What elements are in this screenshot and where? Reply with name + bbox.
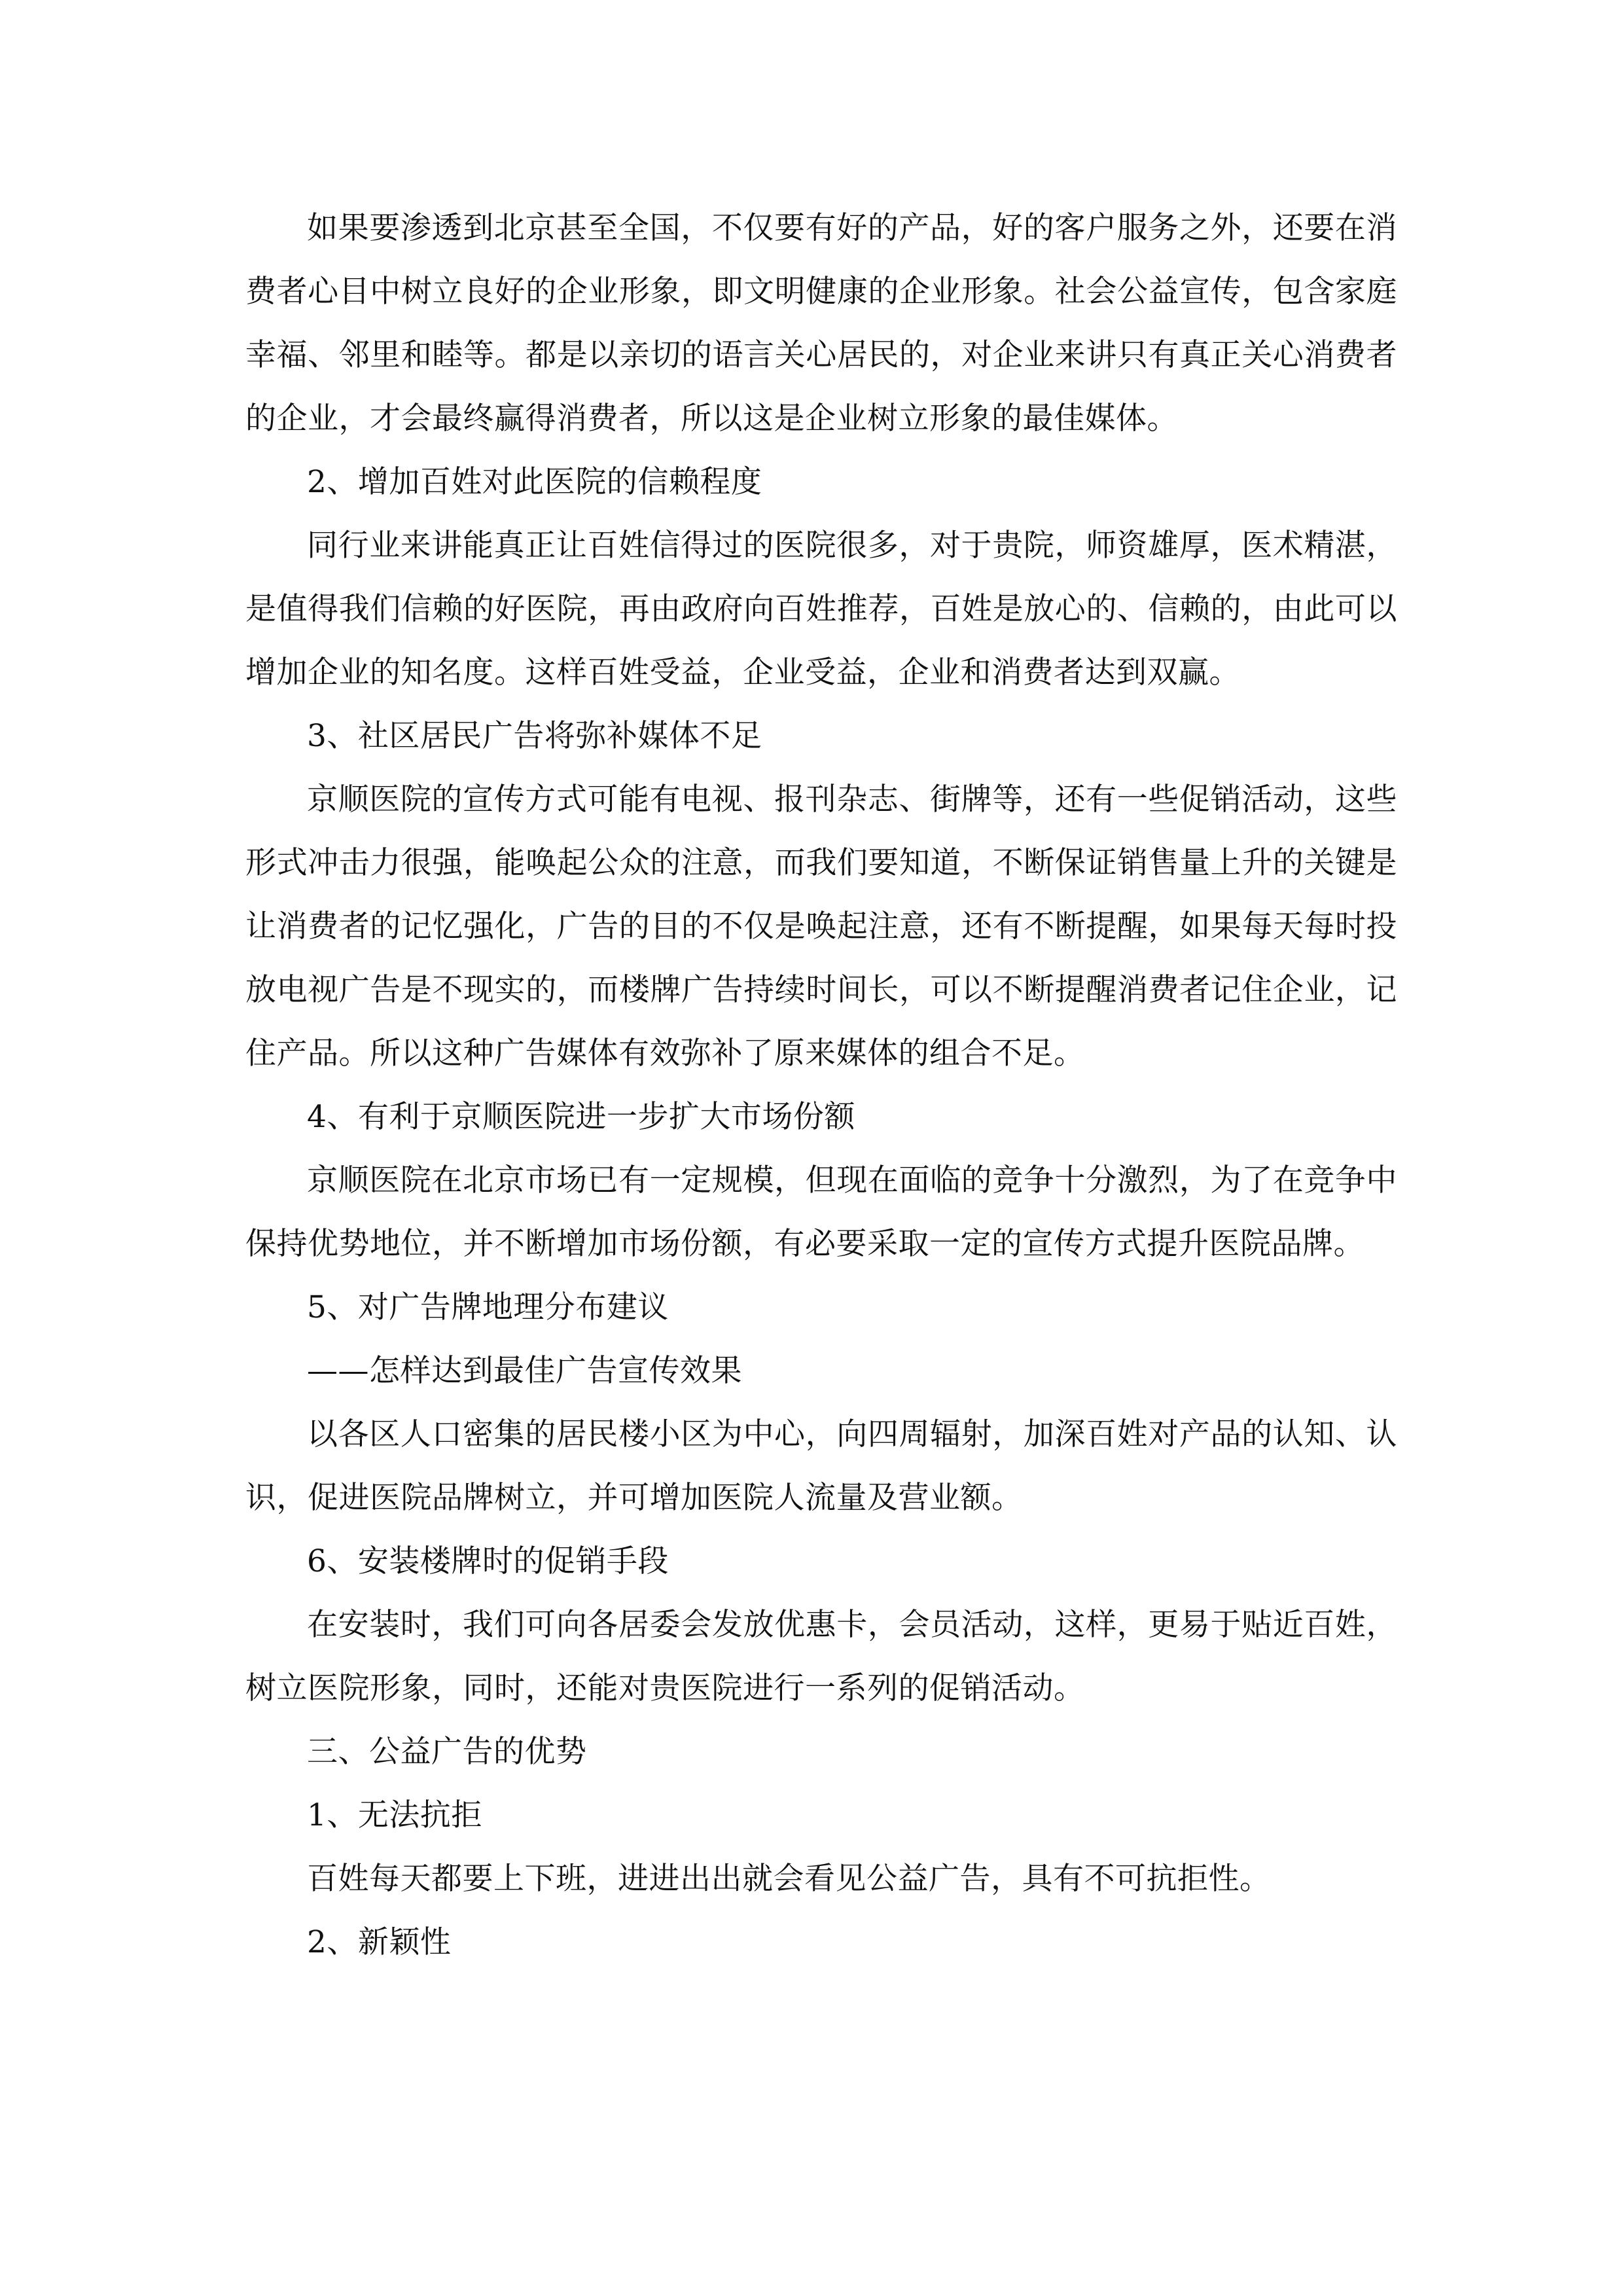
paragraph-promotion: 在安装时，我们可向各居委会发放优惠卡，会员活动，这样，更易于贴近百姓，树立医院形象，同时，还能对贵医院进行一系列的促销活动。 (245, 1607, 1397, 1706)
section-heading-advantages: 三、公益广告的优势 (307, 1734, 587, 1770)
heading-irresistible: 1、无法抗拒 (307, 1797, 482, 1833)
heading-trust: 2、增加百姓对此医院的信赖程度 (307, 464, 762, 500)
heading-novelty: 2、新颖性 (307, 1924, 452, 1960)
heading-billboard-distribution: 5、对广告牌地理分布建议 (307, 1289, 669, 1325)
paragraph-billboard-distribution: 以各区人口密集的居民楼小区为中心，向四周辐射，加深百姓对产品的认知、认识，促进医院品牌树立，并可增加医院人流量及营业额。 (245, 1416, 1397, 1516)
paragraph-trust: 同行业来讲能真正让百姓信得过的医院很多，对于贵院，师资雄厚，医术精湛，是值得我们信赖的好医院，再由政府向百姓推荐，百姓是放心的、信赖的，由此可以增加企业的知名度。这样百姓受益，企业受益，企业和消费者达到双赢。 (245, 528, 1397, 691)
document-page (245, 196, 1397, 1974)
paragraph-media-gap: 京顺医院的宣传方式可能有电视、报刊杂志、街牌等，还有一些促销活动，这些形式冲击力很强，能唤起公众的注意，而我们要知道，不断保证销售量上升的关键是让消费者的记忆强化，广告的目的不仅是唤起注意，还有不断提醒，如果每天每时投放电视广告是不现实的，而楼牌广告持续时间长，可以不断提醒消费者记住企业，记住产品。所以这种广告媒体有效弥补了原来媒体的组合不足。 (245, 781, 1397, 1071)
heading-media-gap: 3、社区居民广告将弥补媒体不足 (307, 718, 762, 754)
paragraph-corporate-image: 如果要渗透到北京甚至全国，不仅要有好的产品，好的客户服务之外，还要在消费者心目中树立良好的企业形象，即文明健康的企业形象。社会公益宣传，包含家庭幸福、邻里和睦等。都是以亲切的语言关心居民的，对企业来讲只有真正关心消费者的企业，才会最终赢得消费者，所以这是企业树立形象的最佳媒体。 (245, 210, 1397, 437)
paragraph-irresistible: 百姓每天都要上下班，进进出出就会看见公益广告，具有不可抗拒性。 (307, 1861, 1271, 1897)
heading-market-share: 4、有利于京顺医院进一步扩大市场份额 (307, 1099, 855, 1135)
subheading-best-effect: ——怎样达到最佳广告宣传效果 (307, 1353, 742, 1389)
paragraph-market-share: 京顺医院在北京市场已有一定规模，但现在面临的竞争十分激烈，为了在竞争中保持优势地位，并不断增加市场份额，有必要采取一定的宣传方式提升医院品牌。 (245, 1162, 1397, 1262)
heading-promotion: 6、安装楼牌时的促销手段 (307, 1543, 669, 1579)
